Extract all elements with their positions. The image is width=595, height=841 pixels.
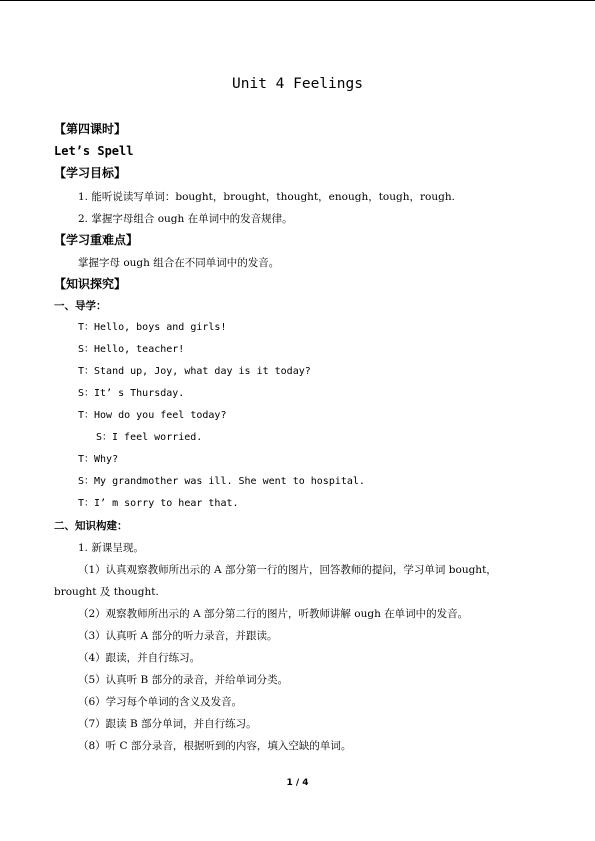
objective-2: 2. 掌握字母组合 ough 在单词中的发音规律。 [78,213,293,225]
dialogue-line: T：Stand up, Joy, what day is it today? [78,366,311,377]
dialogue-line: S：My grandmother was ill. She went to hospital. [78,476,365,487]
step-item: （2）观察教师所出示的 A 部分第二行的图片，听教师讲解 ough 在单词中的发音。 [78,608,469,620]
objective-1: 1. 能听说读写单词：bought，brought，thought，enough，tough，rough. [78,191,455,203]
dialogue-line: T：Why? [78,454,119,465]
dialogue-line: T：How do you feel today? [78,410,227,421]
step-1: 1. 新课呈现。 [78,542,144,554]
dialogue-line: T：Hello, boys and girls! [78,322,227,333]
dialogue-line: S：Hello, teacher! [78,344,185,355]
page-number: 1 / 4 [286,778,309,788]
explore-heading: 【知识探究】 [54,277,127,291]
section1-heading: 一、导学： [54,300,107,312]
key-points-heading: 【学习重难点】 [54,233,139,247]
step-item: （6）学习每个单词的含义及发音。 [78,696,243,708]
step-item: （5）认真听 B 部分的录音，并给单词分类。 [78,674,289,686]
lesson-name: Let’s Spell [54,144,134,158]
step-item: （7）跟读 B 部分单词，并自行练习。 [78,718,257,730]
dialogue-line: S：I feel worried. [96,432,203,443]
step-item: （1）认真观察教师所出示的 A 部分第一行的图片，回答教师的提问，学习单词 bought， [78,564,497,576]
dialogue-line: S：It’ s Thursday. [78,388,185,399]
step-item: （3）认真听 A 部分的听力录音，并跟读。 [78,630,278,642]
key-points-text: 掌握字母 ough 组合在不同单词中的发音。 [78,257,280,269]
section2-heading: 二、知识构建： [54,520,128,532]
step-item-continued: brought 及 thought. [54,586,159,598]
objectives-heading: 【学习目标】 [54,166,127,180]
dialogue-line: T：I’ m sorry to hear that. [78,498,239,509]
step-item: （8）听 C 部分录音，根据听到的内容，填入空缺的单词。 [78,740,352,752]
page-title: Unit 4 Feelings [232,76,363,92]
step-item: （4）跟读，并自行练习。 [78,652,201,664]
top-rule [0,0,595,1]
lesson-heading: 【第四课时】 [54,122,127,136]
